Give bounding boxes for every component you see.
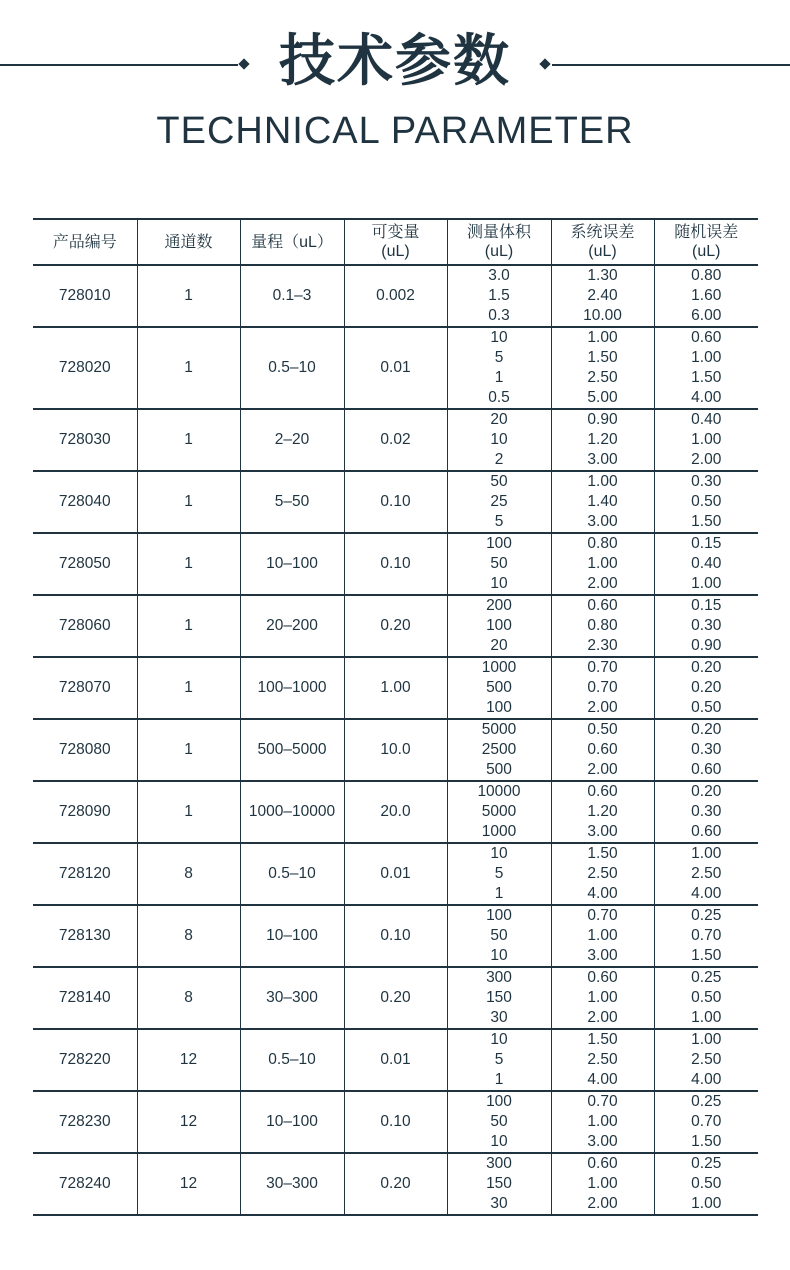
value-line: 1.00 bbox=[691, 431, 722, 448]
product-code-cell: 728230 bbox=[58, 1113, 111, 1130]
channels-cell: 12 bbox=[137, 1029, 240, 1091]
value-line: 0.30 bbox=[691, 741, 722, 758]
value-line: 0.30 bbox=[691, 617, 722, 634]
test-volume-cell bbox=[447, 781, 551, 843]
value-line: 1.50 bbox=[691, 947, 722, 964]
value-line: 0.5 bbox=[488, 389, 510, 406]
value-line: 1.50 bbox=[587, 349, 618, 366]
product-code-cell: 728080 bbox=[58, 741, 111, 758]
value-line: 10 bbox=[490, 845, 508, 862]
table-row bbox=[33, 657, 758, 719]
value-line: 0.15 bbox=[691, 597, 722, 614]
value-line: 1.50 bbox=[691, 513, 722, 530]
page-subtitle: TECHNICAL PARAMETER bbox=[156, 110, 634, 152]
value-line: 2500 bbox=[481, 741, 517, 758]
value-line: 0.60 bbox=[587, 969, 618, 986]
value-line: 25 bbox=[490, 493, 508, 510]
value-line: 150 bbox=[486, 1175, 512, 1192]
range-cell: 100–1000 bbox=[240, 657, 344, 719]
value-line: 1.00 bbox=[587, 329, 618, 346]
value-line: 0.80 bbox=[587, 617, 618, 634]
test-volume-cell bbox=[447, 1091, 551, 1153]
value-line: 4.00 bbox=[691, 389, 722, 406]
value-line: 0.70 bbox=[691, 1113, 722, 1130]
channels-cell: 1 bbox=[137, 781, 240, 843]
value-line: 0.25 bbox=[691, 969, 722, 986]
value-line: 0.60 bbox=[691, 823, 722, 840]
value-line: 1.00 bbox=[691, 1031, 722, 1048]
random-error-cell bbox=[654, 843, 758, 905]
value-line: 1 bbox=[494, 1071, 504, 1088]
value-line: 0.50 bbox=[691, 989, 722, 1006]
product-code-cell: 728240 bbox=[58, 1175, 111, 1192]
test-volume-cell bbox=[447, 265, 551, 327]
random-error-cell bbox=[654, 595, 758, 657]
value-line: 0.90 bbox=[587, 411, 618, 428]
value-line: 3.00 bbox=[587, 451, 618, 468]
value-line: 2 bbox=[494, 451, 504, 468]
test-volume-cell bbox=[447, 327, 551, 409]
increment-cell: 0.01 bbox=[344, 327, 447, 409]
channels-cell: 8 bbox=[137, 967, 240, 1029]
product-code-cell: 728070 bbox=[58, 679, 111, 696]
value-line: 5 bbox=[494, 865, 504, 882]
increment-cell: 0.20 bbox=[344, 967, 447, 1029]
increment-cell: 0.10 bbox=[344, 905, 447, 967]
page-header bbox=[0, 0, 790, 180]
test-volume-cell bbox=[447, 843, 551, 905]
range-cell: 20–200 bbox=[240, 595, 344, 657]
product-code-cell: 728020 bbox=[58, 359, 111, 376]
increment-cell: 0.002 bbox=[344, 265, 447, 327]
value-line: 0.60 bbox=[587, 741, 618, 758]
range-cell: 500–5000 bbox=[240, 719, 344, 781]
value-line: 5 bbox=[494, 1051, 504, 1068]
table-row bbox=[33, 781, 758, 843]
random-error-cell bbox=[654, 471, 758, 533]
value-line: 0.20 bbox=[691, 679, 722, 696]
value-line: 0.25 bbox=[691, 907, 722, 924]
increment-cell: 0.10 bbox=[344, 533, 447, 595]
random-error-cell bbox=[654, 781, 758, 843]
systematic-error-cell bbox=[551, 327, 654, 409]
value-line: 0.60 bbox=[587, 1155, 618, 1172]
product-code-cell: 728090 bbox=[58, 803, 111, 820]
value-line: 3.0 bbox=[488, 267, 510, 284]
value-line: 100 bbox=[486, 535, 512, 552]
column-header: 量程（uL） bbox=[240, 219, 344, 265]
product-code-cell: 728130 bbox=[58, 927, 111, 944]
channels-cell: 8 bbox=[137, 843, 240, 905]
range-cell: 10–100 bbox=[240, 533, 344, 595]
page-title: 技术参数 bbox=[279, 29, 511, 94]
random-error-cell bbox=[654, 719, 758, 781]
random-error-cell bbox=[654, 905, 758, 967]
table-row bbox=[33, 719, 758, 781]
value-line: 1.00 bbox=[691, 1009, 722, 1026]
value-line: 5000 bbox=[481, 721, 517, 738]
value-line: 1.00 bbox=[587, 927, 618, 944]
value-line: 200 bbox=[486, 597, 512, 614]
systematic-error-cell bbox=[551, 1153, 654, 1215]
value-line: 100 bbox=[486, 617, 512, 634]
systematic-error-cell bbox=[551, 967, 654, 1029]
value-line: 5.00 bbox=[587, 389, 618, 406]
value-line: 2.50 bbox=[691, 865, 722, 882]
table-header-row bbox=[33, 219, 758, 265]
value-line: 50 bbox=[490, 473, 508, 490]
systematic-error-cell bbox=[551, 843, 654, 905]
value-line: 2.00 bbox=[691, 451, 722, 468]
column-header: 通道数 bbox=[137, 219, 240, 265]
value-line: 1.50 bbox=[587, 1031, 618, 1048]
value-line: 2.00 bbox=[587, 699, 618, 716]
test-volume-cell bbox=[447, 657, 551, 719]
increment-cell: 0.01 bbox=[344, 1029, 447, 1091]
range-cell: 30–300 bbox=[240, 967, 344, 1029]
random-error-cell bbox=[654, 327, 758, 409]
value-line: 2.30 bbox=[587, 637, 618, 654]
channels-cell: 1 bbox=[137, 719, 240, 781]
value-line: 5 bbox=[494, 513, 504, 530]
test-volume-cell bbox=[447, 409, 551, 471]
value-line: 1000 bbox=[481, 823, 517, 840]
channels-cell: 12 bbox=[137, 1091, 240, 1153]
product-code-cell: 728030 bbox=[58, 431, 111, 448]
value-line: 1 bbox=[494, 885, 504, 902]
value-line: 500 bbox=[486, 761, 512, 778]
value-line: 1 bbox=[494, 369, 504, 386]
range-cell: 0.5–10 bbox=[240, 327, 344, 409]
product-code-cell: 728040 bbox=[58, 493, 111, 510]
table-row bbox=[33, 967, 758, 1029]
value-line: 1.30 bbox=[587, 267, 618, 284]
value-line: 0.30 bbox=[691, 803, 722, 820]
systematic-error-cell bbox=[551, 657, 654, 719]
value-line: 10 bbox=[490, 1133, 508, 1150]
channels-cell: 1 bbox=[137, 595, 240, 657]
column-header: 可变量 (uL) bbox=[344, 219, 447, 265]
column-header: 随机误差 (uL) bbox=[654, 219, 758, 265]
test-volume-cell bbox=[447, 1029, 551, 1091]
value-line: 1.50 bbox=[691, 369, 722, 386]
random-error-cell bbox=[654, 1029, 758, 1091]
systematic-error-cell bbox=[551, 719, 654, 781]
range-cell: 10–100 bbox=[240, 1091, 344, 1153]
systematic-error-cell bbox=[551, 595, 654, 657]
random-error-cell bbox=[654, 1091, 758, 1153]
value-line: 20 bbox=[490, 637, 508, 654]
value-line: 1.00 bbox=[587, 555, 618, 572]
column-header: 测量体积 (uL) bbox=[447, 219, 551, 265]
table-row bbox=[33, 409, 758, 471]
value-line: 50 bbox=[490, 555, 508, 572]
value-line: 1.00 bbox=[691, 349, 722, 366]
value-line: 0.20 bbox=[691, 783, 722, 800]
value-line: 2.40 bbox=[587, 287, 618, 304]
value-line: 1.00 bbox=[691, 575, 722, 592]
value-line: 1.50 bbox=[691, 1133, 722, 1150]
range-cell: 2–20 bbox=[240, 409, 344, 471]
value-line: 100 bbox=[486, 699, 512, 716]
value-line: 0.70 bbox=[587, 679, 618, 696]
range-cell: 30–300 bbox=[240, 1153, 344, 1215]
systematic-error-cell bbox=[551, 1091, 654, 1153]
value-line: 10.00 bbox=[583, 307, 622, 324]
systematic-error-cell bbox=[551, 533, 654, 595]
value-line: 0.70 bbox=[587, 659, 618, 676]
value-line: 0.20 bbox=[691, 659, 722, 676]
value-line: 1.00 bbox=[691, 845, 722, 862]
column-header: 产品编号 bbox=[52, 233, 117, 251]
increment-cell: 0.20 bbox=[344, 595, 447, 657]
value-line: 3.00 bbox=[587, 513, 618, 530]
value-line: 1.00 bbox=[587, 473, 618, 490]
value-line: 300 bbox=[486, 1155, 512, 1172]
increment-cell: 0.01 bbox=[344, 843, 447, 905]
value-line: 50 bbox=[490, 1113, 508, 1130]
test-volume-cell bbox=[447, 471, 551, 533]
value-line: 0.15 bbox=[691, 535, 722, 552]
channels-cell: 1 bbox=[137, 409, 240, 471]
table-row bbox=[33, 265, 758, 327]
value-line: 0.60 bbox=[587, 783, 618, 800]
increment-cell: 0.10 bbox=[344, 1091, 447, 1153]
systematic-error-cell bbox=[551, 265, 654, 327]
value-line: 0.40 bbox=[691, 411, 722, 428]
table-row bbox=[33, 905, 758, 967]
value-line: 2.50 bbox=[587, 1051, 618, 1068]
test-volume-cell bbox=[447, 967, 551, 1029]
range-cell: 1000–10000 bbox=[240, 781, 344, 843]
value-line: 1000 bbox=[481, 659, 517, 676]
value-line: 20 bbox=[490, 411, 508, 428]
value-line: 0.70 bbox=[587, 907, 618, 924]
channels-cell: 1 bbox=[137, 657, 240, 719]
value-line: 1.20 bbox=[587, 803, 618, 820]
test-volume-cell bbox=[447, 595, 551, 657]
value-line: 1.5 bbox=[488, 287, 510, 304]
table-row bbox=[33, 595, 758, 657]
value-line: 0.50 bbox=[691, 699, 722, 716]
value-line: 2.00 bbox=[587, 575, 618, 592]
product-code-cell: 728060 bbox=[58, 617, 111, 634]
range-cell: 0.1–3 bbox=[240, 265, 344, 327]
value-line: 3.00 bbox=[587, 1133, 618, 1150]
range-cell: 0.5–10 bbox=[240, 1029, 344, 1091]
value-line: 3.00 bbox=[587, 947, 618, 964]
table-row bbox=[33, 843, 758, 905]
value-line: 150 bbox=[486, 989, 512, 1006]
test-volume-cell bbox=[447, 905, 551, 967]
value-line: 2.00 bbox=[587, 1009, 618, 1026]
parameter-table bbox=[33, 218, 758, 1216]
increment-cell: 1.00 bbox=[344, 657, 447, 719]
systematic-error-cell bbox=[551, 471, 654, 533]
test-volume-cell bbox=[447, 719, 551, 781]
random-error-cell bbox=[654, 657, 758, 719]
table-row bbox=[33, 1153, 758, 1215]
value-line: 500 bbox=[486, 679, 512, 696]
value-line: 1.00 bbox=[691, 1195, 722, 1212]
value-line: 1.50 bbox=[587, 845, 618, 862]
value-line: 2.00 bbox=[587, 1195, 618, 1212]
value-line: 4.00 bbox=[691, 1071, 722, 1088]
value-line: 2.50 bbox=[587, 369, 618, 386]
value-line: 1.00 bbox=[587, 989, 618, 1006]
increment-cell: 0.10 bbox=[344, 471, 447, 533]
title-rule-right bbox=[552, 64, 790, 66]
systematic-error-cell bbox=[551, 1029, 654, 1091]
value-line: 4.00 bbox=[587, 1071, 618, 1088]
channels-cell: 1 bbox=[137, 471, 240, 533]
value-line: 0.50 bbox=[587, 721, 618, 738]
product-code-cell: 728010 bbox=[58, 287, 111, 304]
value-line: 0.80 bbox=[587, 535, 618, 552]
increment-cell: 10.0 bbox=[344, 719, 447, 781]
value-line: 0.50 bbox=[691, 493, 722, 510]
range-cell: 5–50 bbox=[240, 471, 344, 533]
random-error-cell bbox=[654, 1153, 758, 1215]
product-code-cell: 728050 bbox=[58, 555, 111, 572]
test-volume-cell bbox=[447, 533, 551, 595]
value-line: 4.00 bbox=[587, 885, 618, 902]
value-line: 0.25 bbox=[691, 1093, 722, 1110]
value-line: 5000 bbox=[481, 803, 517, 820]
value-line: 0.3 bbox=[488, 307, 510, 324]
systematic-error-cell bbox=[551, 781, 654, 843]
value-line: 0.90 bbox=[691, 637, 722, 654]
value-line: 10 bbox=[490, 575, 508, 592]
value-line: 0.40 bbox=[691, 555, 722, 572]
value-line: 0.50 bbox=[691, 1175, 722, 1192]
increment-cell: 0.02 bbox=[344, 409, 447, 471]
value-line: 0.70 bbox=[587, 1093, 618, 1110]
value-line: 2.00 bbox=[587, 761, 618, 778]
value-line: 50 bbox=[490, 927, 508, 944]
increment-cell: 20.0 bbox=[344, 781, 447, 843]
value-line: 0.30 bbox=[691, 473, 722, 490]
table-row bbox=[33, 1091, 758, 1153]
value-line: 1.20 bbox=[587, 431, 618, 448]
value-line: 0.25 bbox=[691, 1155, 722, 1172]
value-line: 0.60 bbox=[587, 597, 618, 614]
value-line: 1.00 bbox=[587, 1113, 618, 1130]
systematic-error-cell bbox=[551, 905, 654, 967]
value-line: 2.50 bbox=[691, 1051, 722, 1068]
table-row bbox=[33, 327, 758, 409]
random-error-cell bbox=[654, 409, 758, 471]
value-line: 30 bbox=[490, 1195, 508, 1212]
increment-cell: 0.20 bbox=[344, 1153, 447, 1215]
channels-cell: 1 bbox=[137, 533, 240, 595]
systematic-error-cell bbox=[551, 409, 654, 471]
test-volume-cell bbox=[447, 1153, 551, 1215]
value-line: 10 bbox=[490, 1031, 508, 1048]
channels-cell: 12 bbox=[137, 1153, 240, 1215]
value-line: 30 bbox=[490, 1009, 508, 1026]
value-line: 0.20 bbox=[691, 721, 722, 738]
value-line: 10 bbox=[490, 431, 508, 448]
value-line: 4.00 bbox=[691, 885, 722, 902]
range-cell: 10–100 bbox=[240, 905, 344, 967]
channels-cell: 8 bbox=[137, 905, 240, 967]
value-line: 6.00 bbox=[691, 307, 722, 324]
value-line: 0.60 bbox=[691, 761, 722, 778]
channels-cell: 1 bbox=[137, 265, 240, 327]
value-line: 10 bbox=[490, 329, 508, 346]
value-line: 100 bbox=[486, 907, 512, 924]
value-line: 10 bbox=[490, 947, 508, 964]
product-code-cell: 728140 bbox=[58, 989, 111, 1006]
value-line: 2.50 bbox=[587, 865, 618, 882]
table-row bbox=[33, 1029, 758, 1091]
value-line: 0.70 bbox=[691, 927, 722, 944]
random-error-cell bbox=[654, 533, 758, 595]
random-error-cell bbox=[654, 265, 758, 327]
product-code-cell: 728220 bbox=[58, 1051, 111, 1068]
value-line: 5 bbox=[494, 349, 504, 366]
table-body bbox=[33, 265, 758, 1215]
value-line: 0.80 bbox=[691, 267, 722, 284]
column-header: 系统误差 (uL) bbox=[551, 219, 654, 265]
value-line: 1.60 bbox=[691, 287, 722, 304]
range-cell: 0.5–10 bbox=[240, 843, 344, 905]
table-row bbox=[33, 533, 758, 595]
value-line: 1.00 bbox=[587, 1175, 618, 1192]
value-line: 0.60 bbox=[691, 329, 722, 346]
value-line: 1.40 bbox=[587, 493, 618, 510]
table-row bbox=[33, 471, 758, 533]
value-line: 300 bbox=[486, 969, 512, 986]
channels-cell: 1 bbox=[137, 327, 240, 409]
product-code-cell: 728120 bbox=[58, 865, 111, 882]
value-line: 100 bbox=[486, 1093, 512, 1110]
value-line: 3.00 bbox=[587, 823, 618, 840]
random-error-cell bbox=[654, 967, 758, 1029]
value-line: 10000 bbox=[477, 783, 521, 800]
